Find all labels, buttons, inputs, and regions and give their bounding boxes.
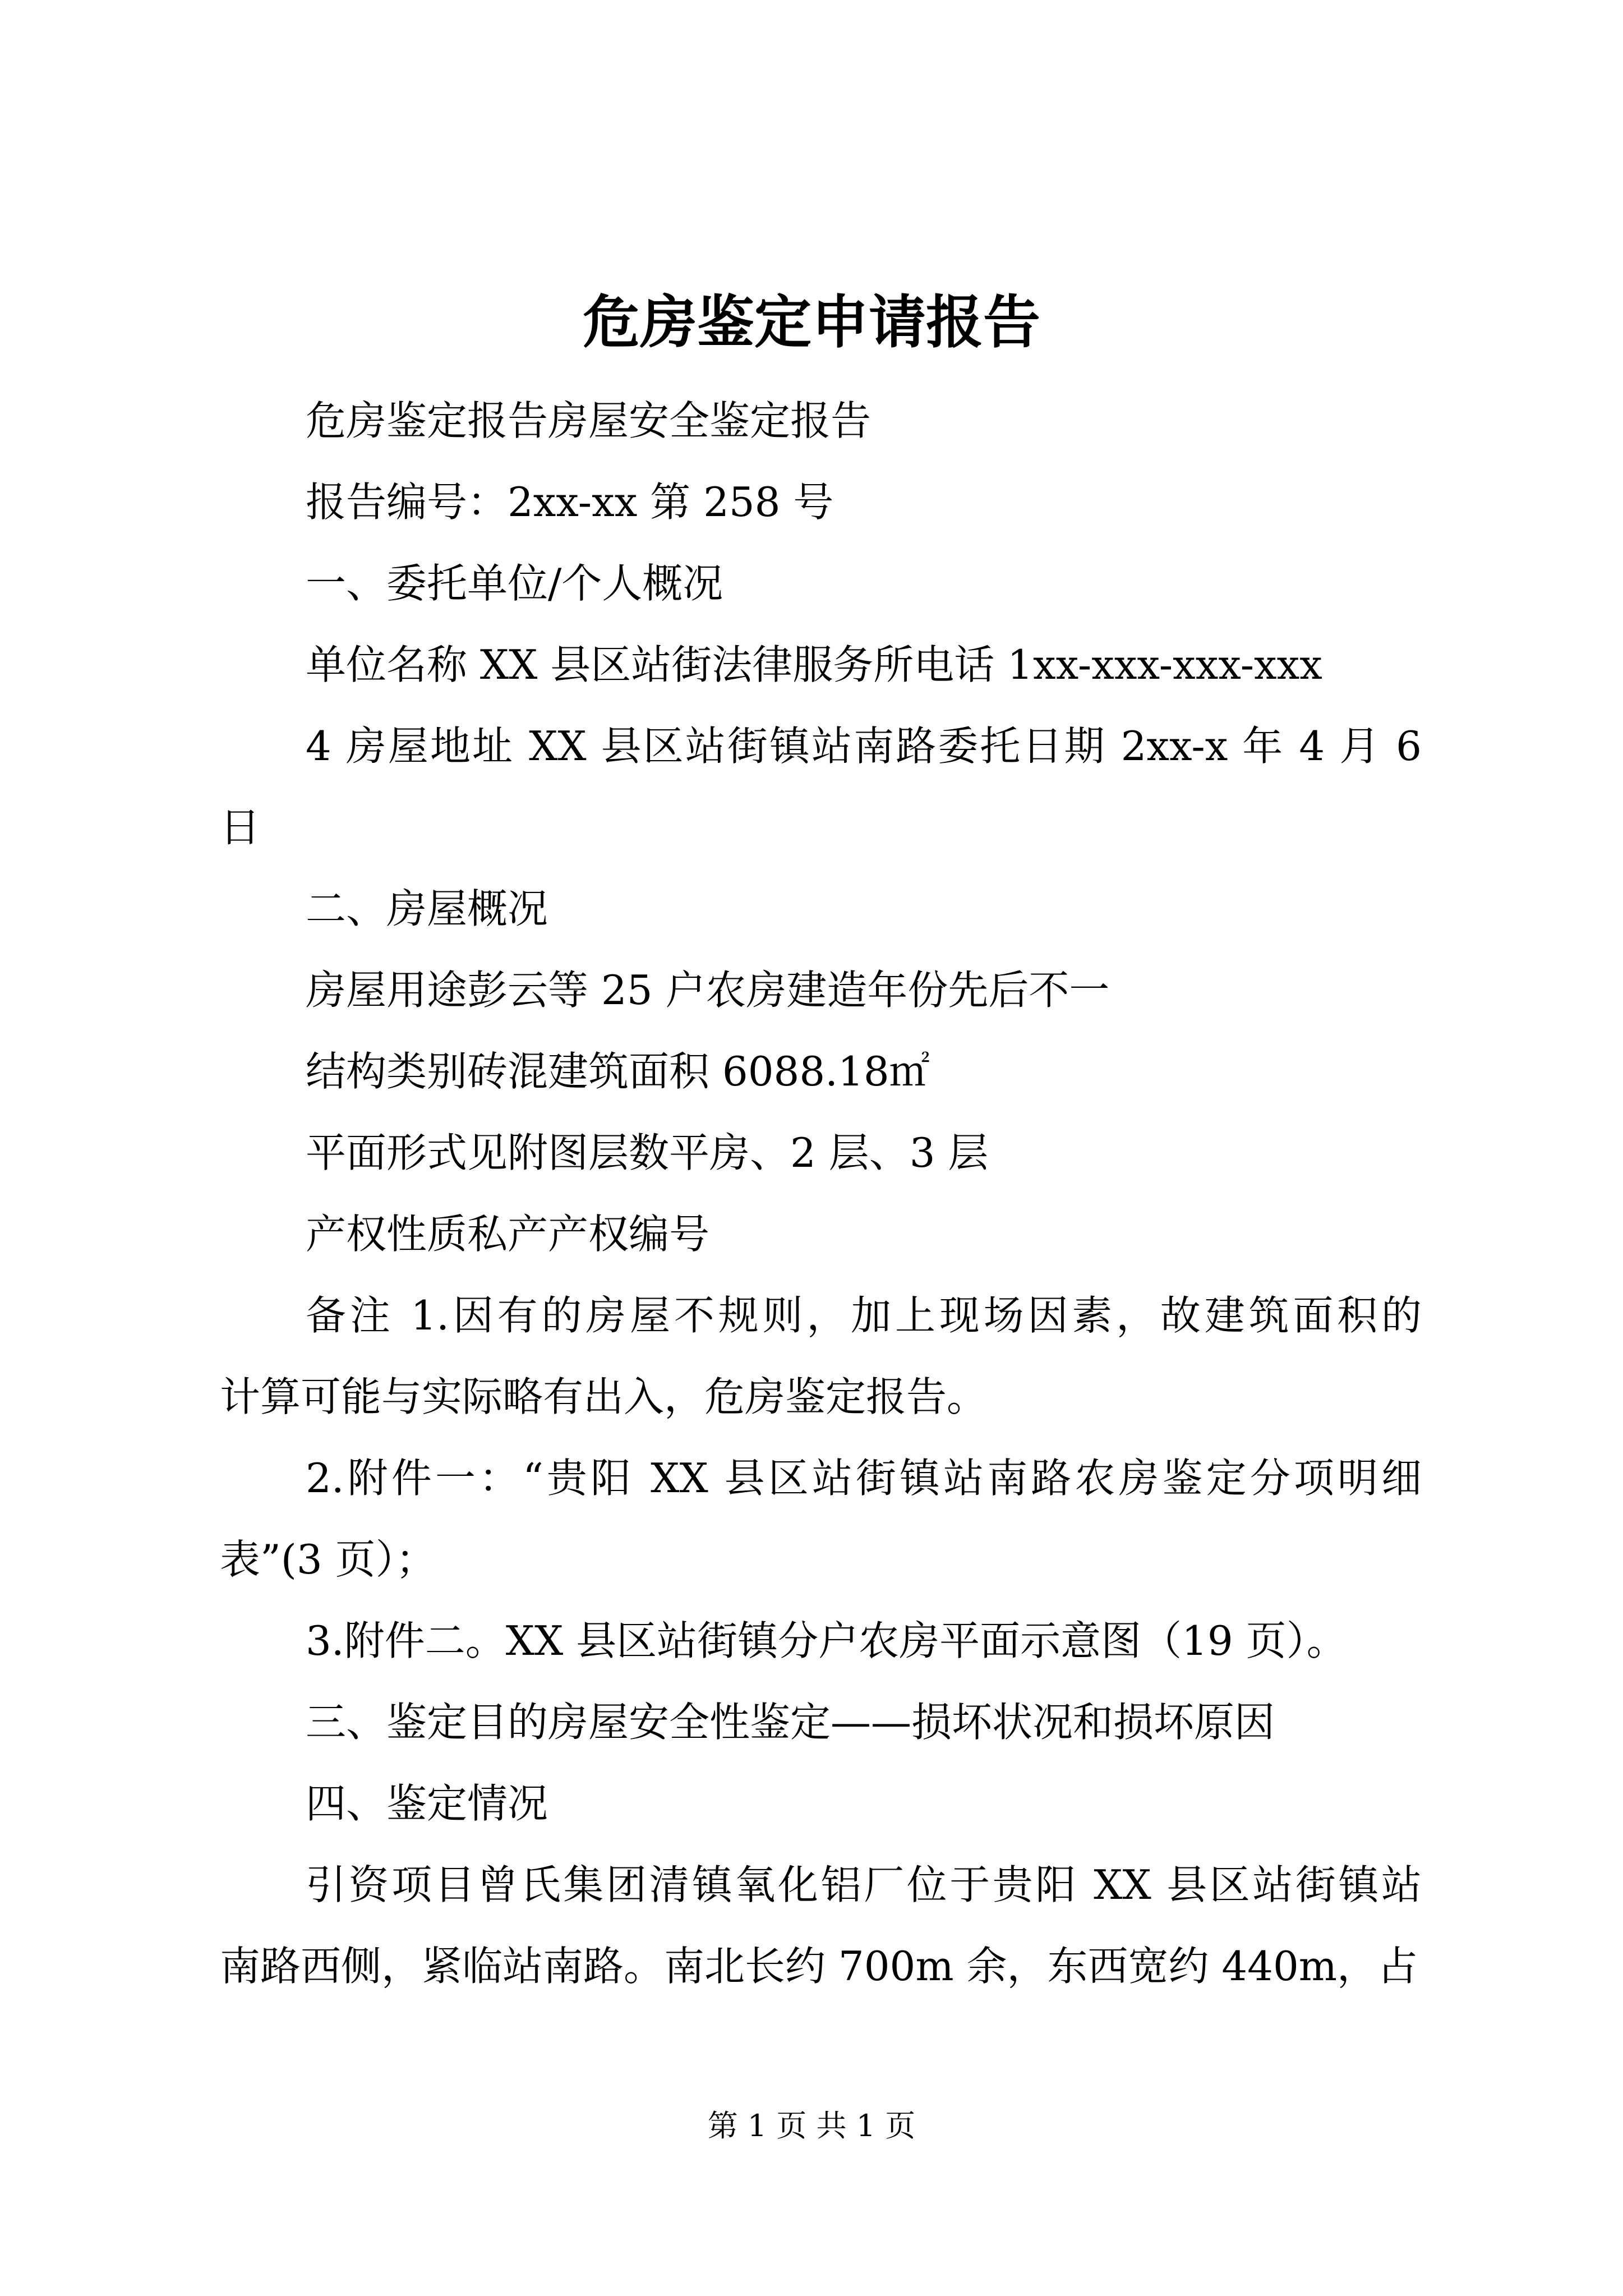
body-line: 4 房屋地址 XX 县区站街镇站南路委托日期 2xx-x 年 4 月 6 bbox=[306, 723, 1422, 770]
body-line: 危房鉴定报告房屋安全鉴定报告 bbox=[306, 397, 872, 444]
body-line: 三、鉴定目的房屋安全性鉴定——损坏状况和损坏原因 bbox=[306, 1699, 1275, 1746]
body-line: 产权性质私产产权编号 bbox=[306, 1211, 710, 1258]
body-line: 日 bbox=[220, 804, 261, 851]
body-line: 四、鉴定情况 bbox=[306, 1780, 548, 1827]
body-line: 平面形式见附图层数平房、2 层、3 层 bbox=[306, 1129, 989, 1176]
body-line: 引资项目曾氏集团清镇氧化铝厂位于贵阳 XX 县区站街镇站 bbox=[306, 1861, 1422, 1908]
body-line: 南路西侧，紧临站南路。南北长约 700m 余，东西宽约 440m，占 bbox=[220, 1943, 1418, 1990]
body-line: 房屋用途彭云等 25 户农房建造年份先后不一 bbox=[306, 967, 1110, 1014]
body-line: 报告编号：2xx-xx 第 258 号 bbox=[306, 478, 834, 526]
document-title: 危房鉴定申请报告 bbox=[583, 289, 1040, 356]
body-line: 2.附件一：“贵阳 XX 县区站街镇站南路农房鉴定分项明细 bbox=[306, 1455, 1422, 1502]
body-line: 单位名称 XX 县区站街法律服务所电话 1xx-xxx-xxx-xxx bbox=[306, 641, 1322, 688]
body-line: 二、房屋概况 bbox=[306, 885, 548, 932]
body-line: 计算可能与实际略有出入，危房鉴定报告。 bbox=[220, 1373, 988, 1420]
body-line: 表”(3 页）； bbox=[220, 1536, 436, 1583]
body-line: 备注 1.因有的房屋不规则，加上现场因素，故建筑面积的 bbox=[306, 1292, 1422, 1339]
body-line: 一、委托单位/个人概况 bbox=[306, 560, 723, 607]
body-line: 3.附件二。XX 县区站街镇分户农房平面示意图（19 页）。 bbox=[306, 1617, 1347, 1664]
page-number-footer: 第 1 页 共 1 页 bbox=[707, 2108, 916, 2143]
body-line: 结构类别砖混建筑面积 6088.18㎡ bbox=[306, 1048, 930, 1095]
